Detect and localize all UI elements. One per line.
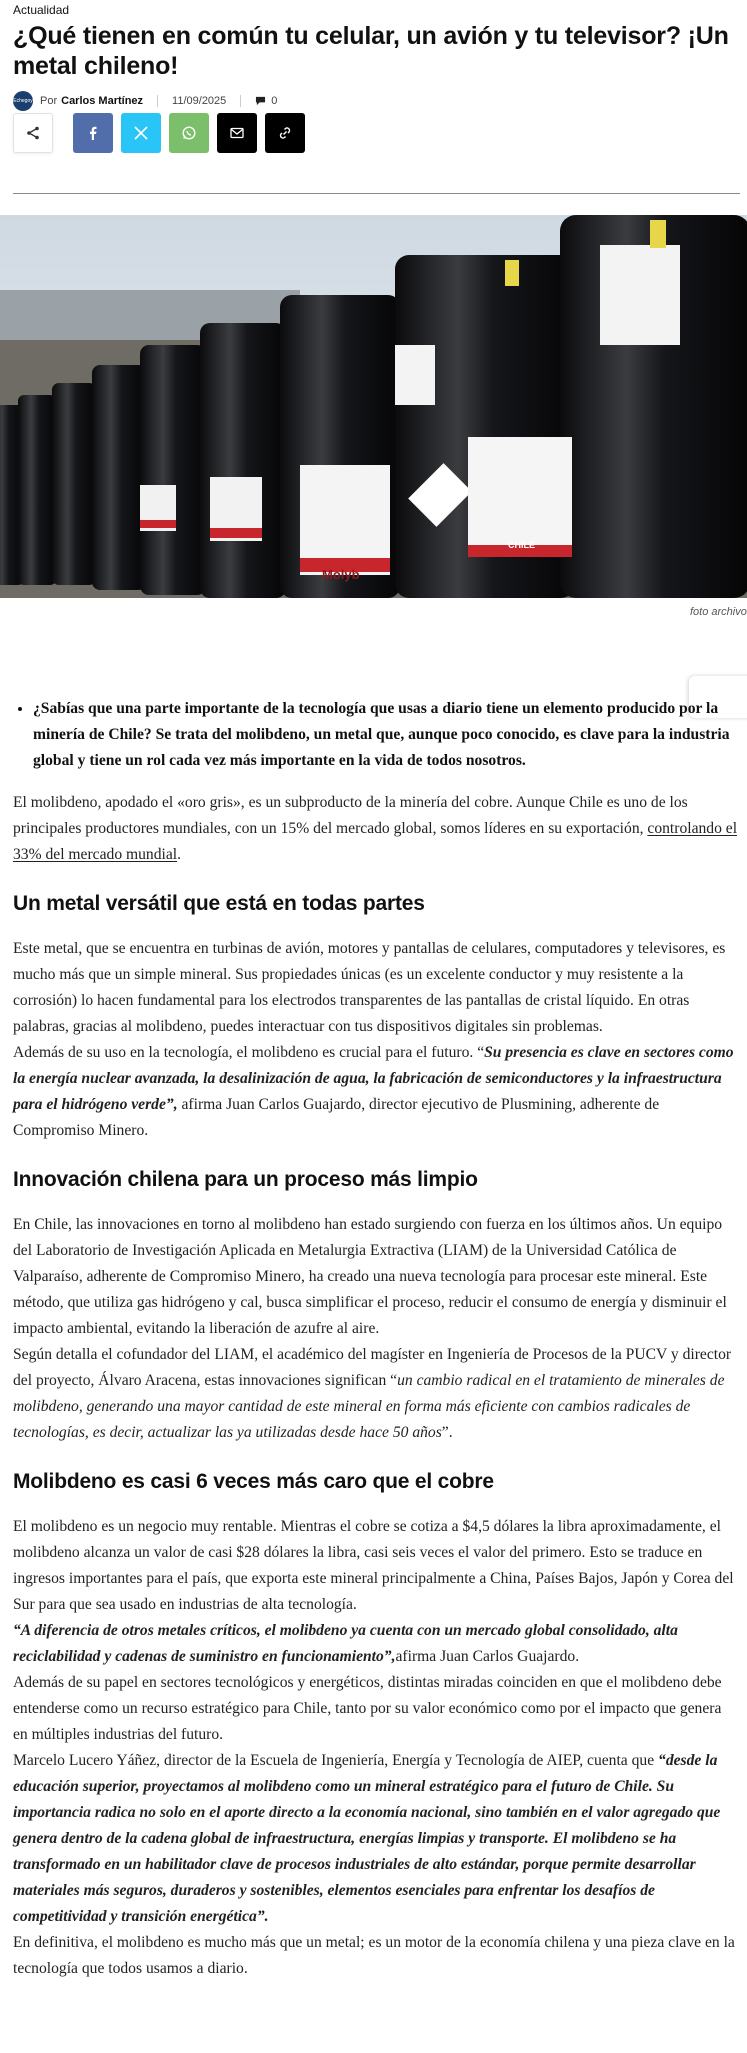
section-heading: Molibdeno es casi 6 veces más caro que el cobre bbox=[13, 1470, 494, 1493]
comment-count[interactable] bbox=[255, 95, 277, 107]
hero-image bbox=[0, 215, 747, 598]
drum-label-country: CHILE bbox=[508, 540, 535, 550]
image-caption: foto archivo bbox=[690, 606, 747, 618]
quote: “desde la educación superior, proyectamos al molibdeno como un mineral estratégico para el futuro de Chile. Su importancia radica no solo en el aporte directo a la economía nacional, sino también en el valor agregado que genera dentro de la cadena global de infraestructura, energías limpias y transporte. El molibdeno se ha transformado en un habilitador clave de procesos industriales de alto estándar, porque permite desarrollar materiales más seguros, duraderos y sostenibles, elementos esenciales para enfrentar los desafíos de competitividad y transición energética”. bbox=[13, 1752, 721, 1925]
comment-count-value: 0 bbox=[271, 95, 278, 107]
publish-date: 11/09/2025 bbox=[172, 95, 227, 107]
facebook-icon bbox=[85, 125, 101, 141]
avatar-text: Echegoy bbox=[13, 98, 33, 104]
paragraph bbox=[13, 1748, 739, 1930]
share-icon bbox=[25, 125, 41, 141]
author-name[interactable]: Carlos Martínez bbox=[61, 95, 144, 107]
meta-separator bbox=[157, 95, 158, 107]
text: Marcelo Lucero Yáñez, director de la Escuela de Ingeniería, Energía y Tecnología de AIEP, cuenta que bbox=[13, 1752, 659, 1769]
x-share-button[interactable] bbox=[121, 113, 161, 153]
whatsapp-icon bbox=[181, 125, 197, 141]
quote: “A diferencia de otros metales críticos, el molibdeno ya cuenta con un mercado global consolidado, alta reciclabilidad y cadenas de suministro en funcionamiento”, bbox=[13, 1622, 678, 1665]
paragraph bbox=[13, 1618, 739, 1670]
x-icon bbox=[133, 125, 149, 141]
text: ”. bbox=[441, 1424, 453, 1441]
paragraph: Además de su papel en sectores tecnológicos y energéticos, distintas miradas coinciden en que el molibdeno debe entenderse como un recurso estratégico para Chile, tanto por su valor económico como por el impacto que genera en múltiples industrias del futuro. bbox=[13, 1674, 722, 1743]
comment-icon bbox=[255, 96, 266, 106]
share-button[interactable] bbox=[13, 113, 53, 153]
drum-label-brand: Molyb bbox=[322, 567, 360, 582]
quote: un cambio radical en el tratamiento de minerales de molibdeno, generando una mayor cantidad de este mineral en forma más eficiente con cambios radicales de tecnologías, es decir, actualizar las ya utilizadas desde hace 50 años bbox=[13, 1372, 725, 1441]
article-title: ¿Qué tienen en común tu celular, un avión y tu televisor? ¡Un metal chileno! bbox=[13, 22, 729, 80]
email-share-button[interactable] bbox=[217, 113, 257, 153]
article-meta bbox=[13, 91, 277, 111]
paragraph: El molibdeno es un negocio muy rentable. Mientras el cobre se cotiza a $4,5 dólares la libra aproximadamente, el molibdeno alcanza un valor de casi $28 dólares la libra, casi seis veces el valor del primero. Esto se traduce en ingresos importantes para el país, que exporta este mineral principalmente a China, Países Bajos, Japón y Corea del Sur para que sea usado en industrias de alta tecnología. bbox=[13, 1518, 734, 1613]
section-heading: Innovación chilena para un proceso más limpio bbox=[13, 1168, 478, 1191]
section-heading: Un metal versátil que está en todas partes bbox=[13, 892, 425, 915]
text: afirma Juan Carlos Guajardo. bbox=[395, 1648, 580, 1665]
meta-separator bbox=[240, 95, 241, 107]
text: El molibdeno, apodado el «oro gris», es un subproducto de la minería del cobre. Aunque Chile es uno de los principales productores mundiales, con un 15% del mercado global, somos líderes en su exportación, bbox=[13, 794, 688, 837]
molybdenum-drums-photo bbox=[0, 215, 747, 598]
lead-list bbox=[13, 696, 739, 774]
divider bbox=[13, 193, 740, 194]
text: . bbox=[177, 846, 182, 863]
paragraph: En definitiva, el molibdeno es mucho más que un metal; es un motor de la economía chilena y una pieza clave en la tecnología que todos usamos a diario. bbox=[13, 1934, 735, 1977]
link-icon bbox=[277, 125, 293, 141]
paragraph bbox=[13, 1040, 739, 1144]
market-share-link[interactable]: controlando el 33% del mercado mundial bbox=[13, 820, 738, 863]
text: Según detalla el cofundador del LIAM, el académico del magíster en Ingeniería de Procesos de la PUCV y director del proyecto, Álvaro Aracena, estas innovaciones significan “ bbox=[13, 1346, 732, 1389]
copy-link-button[interactable] bbox=[265, 113, 305, 153]
share-bar bbox=[13, 113, 313, 153]
article-body bbox=[13, 696, 739, 1982]
facebook-share-button[interactable] bbox=[73, 113, 113, 153]
quote: Su presencia es clave en sectores como la energía nuclear avanzada, la desalinización de agua, la fabricación de semiconductores y la infraestructura para el hidrógeno verde”, bbox=[13, 1044, 734, 1113]
text: Además de su uso en la tecnología, el molibdeno es crucial para el futuro. “ bbox=[13, 1044, 485, 1061]
text: afirma Juan Carlos Guajardo, director ejecutivo de Plusmining, adherente de Compromiso Minero. bbox=[13, 1096, 660, 1139]
category-label[interactable]: Actualidad bbox=[13, 3, 70, 17]
whatsapp-share-button[interactable] bbox=[169, 113, 209, 153]
paragraph bbox=[13, 1342, 739, 1446]
email-icon bbox=[229, 125, 245, 141]
paragraph: Este metal, que se encuentra en turbinas de avión, motores y pantallas de celulares, computadores y televisores, es mucho más que un simple mineral. Sus propiedades únicas (es un excelente conductor y muy resistente a la corrosión) lo hacen fundamental para los electrodos transparentes de las pantallas de cristal líquido. En otras palabras, gracias al molibdeno, puedes interactuar con tus dispositivos digitales sin problemas. bbox=[13, 940, 726, 1035]
paragraph: En Chile, las innovaciones en torno al molibdeno han estado surgiendo con fuerza en los últimos años. Un equipo del Laboratorio de Investigación Aplicada en Metalurgia Extractiva (LIAM) de la Universidad Católica de Valparaíso, adherente de Compromiso Minero, ha creado una nueva tecnología para procesar este mineral. Este método, que utiliza gas hidrógeno y cal, busca simplificar el proceso, reducir el consumo de energía y disminuir el impacto ambiental, evitando la liberación de azufre al aire. bbox=[13, 1216, 727, 1337]
paragraph bbox=[13, 790, 739, 868]
by-label: Por bbox=[40, 95, 58, 107]
author-avatar[interactable] bbox=[13, 91, 33, 111]
lead-item: • ¿Sabías que una parte importante de la tecnología que usas a diario tiene un elemento producido por la minería de Chile? Se trata del molibdeno, un metal que, aunque poco conocido, es clave para la industria global y tiene un rol cada vez más importante en la vida de todos nosotros. bbox=[33, 696, 739, 774]
